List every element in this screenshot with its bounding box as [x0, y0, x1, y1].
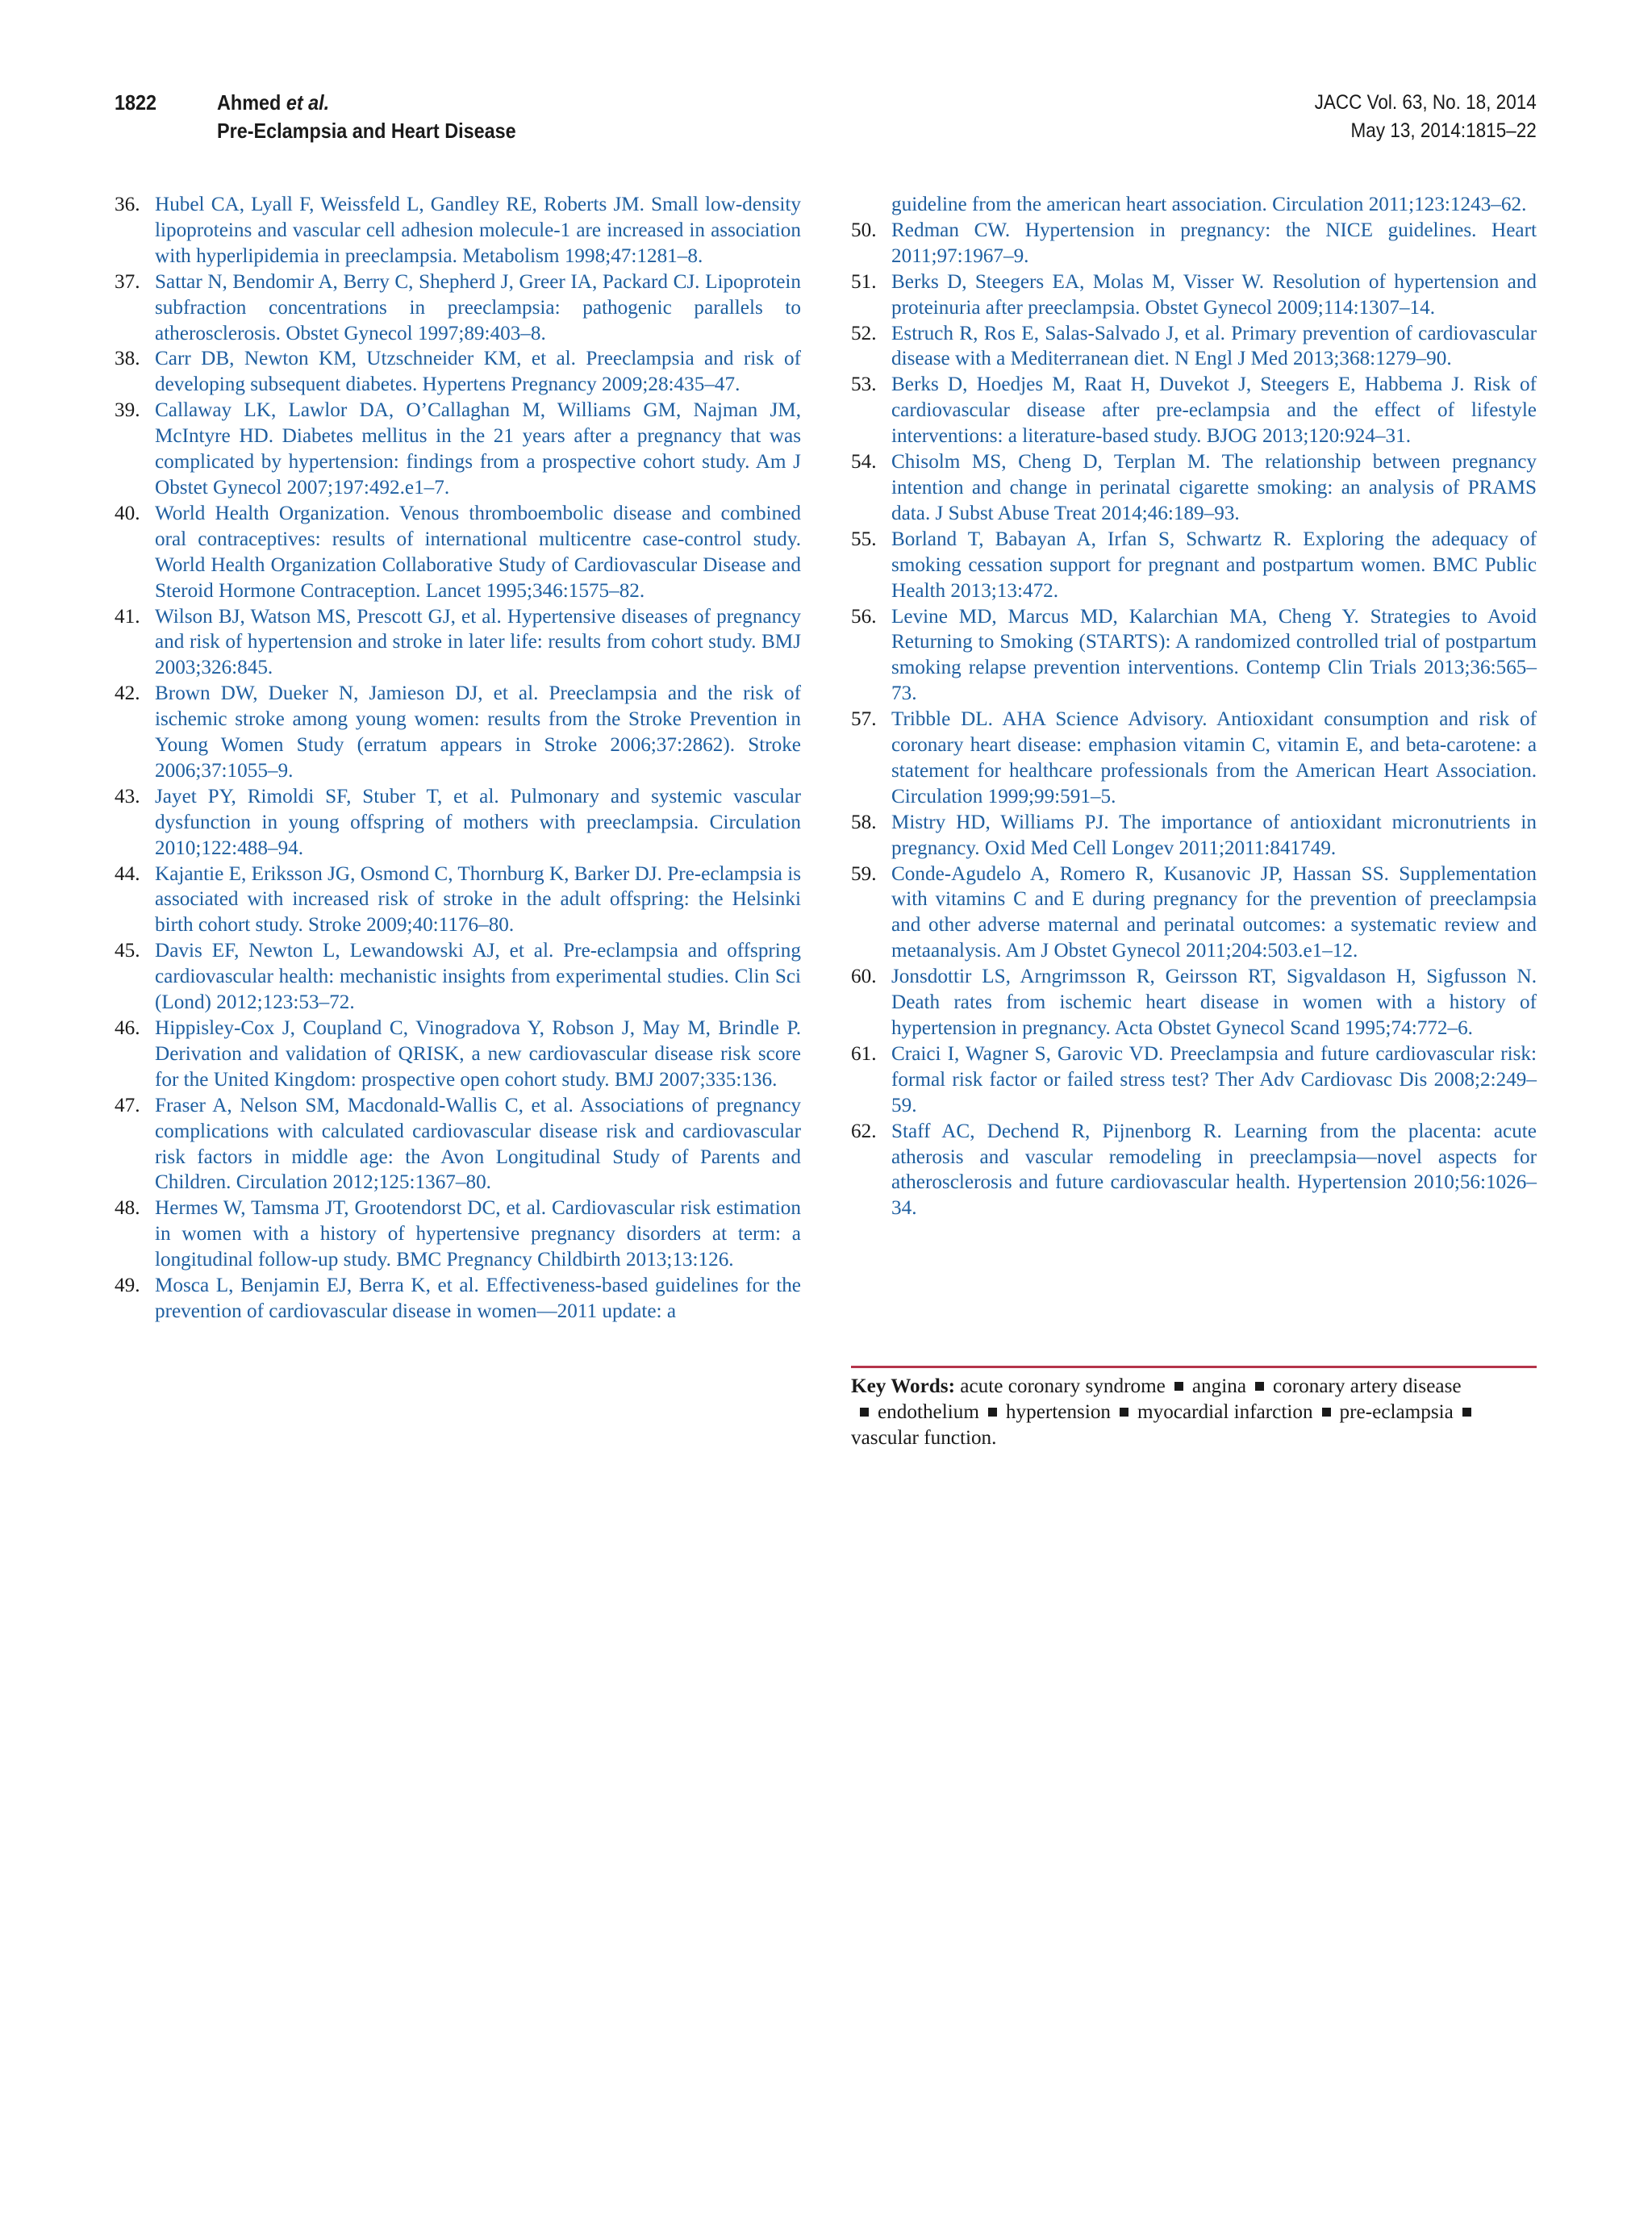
reference-item: [851, 321, 1537, 373]
reference-number: 57.: [851, 708, 877, 731]
reference-number: 50.: [851, 219, 877, 241]
reference-link[interactable]: Fraser A, Nelson SM, Macdonald-Wallis C, et al. Associations of pregnancy complications with calculated cardiovascular disease risk and cardiovascular risk factors in middle age: the Avon Longitudinal Study of Parents and Children. Circulation 2012;125:1367–80.: [155, 1094, 801, 1194]
journal-date-pages: May 13, 2014:1815–22: [1350, 119, 1537, 142]
reference-number: 37.: [115, 270, 140, 293]
reference-item: [115, 681, 801, 784]
reference-item: [115, 1273, 801, 1325]
reference-link[interactable]: Hubel CA, Lyall F, Weissfeld L, Gandley RE, Roberts JM. Small low-density lipoproteins and vascular cell adhesion molecule-1 are increased in association with hyperlipidemia in preeclampsia. Metabolism 1998;47:1281–8.: [155, 194, 801, 267]
keyword-separator-icon: [1174, 1382, 1183, 1391]
reference-item: [115, 346, 801, 398]
reference-link[interactable]: Carr DB, Newton KM, Utzschneider KM, et al. Preeclampsia and risk of developing subsequent diabetes. Hypertens Pregnancy 2009;28:435–47.: [155, 348, 801, 396]
reference-link[interactable]: Hippisley-Cox J, Coupland C, Vinogradova Y, Robson J, May M, Brindle P. Derivation and validation of QRISK, a new cardiovascular disease risk score for the United Kingdom: prospective open cohort study. BMJ 2007;335:136.: [155, 1017, 801, 1091]
reference-list-right: [851, 218, 1537, 1221]
reference-link[interactable]: Redman CW. Hypertension in pregnancy: the NICE guidelines. Heart 2011;97:1967–9.: [891, 219, 1537, 267]
reference-link[interactable]: Craici I, Wagner S, Garovic VD. Preeclampsia and future cardiovascular risk: formal risk factor or failed stress test? Ther Adv Cardiovasc Dis 2008;2:249–59.: [891, 1042, 1537, 1116]
references-left-column: [115, 192, 801, 1325]
reference-number: 62.: [851, 1120, 877, 1142]
reference-49-continuation[interactable]: guideline from the american heart association. Circulation 2011;123:1243–62.: [891, 194, 1527, 215]
reference-number: 59.: [851, 862, 877, 885]
keyword-term: angina: [1191, 1375, 1246, 1397]
reference-link[interactable]: Kajantie E, Eriksson JG, Osmond C, Thornburg K, Barker DJ. Pre-eclampsia is associated with increased risk of stroke in the adult offspring: the Helsinki birth cohort study. Stroke 2009;40:1176–80.: [155, 862, 801, 937]
reference-number: 51.: [851, 270, 877, 293]
reference-item: [115, 784, 801, 862]
keyword-term: myocardial infarction: [1137, 1400, 1313, 1423]
reference-number: 36.: [115, 194, 140, 215]
reference-list-left: [115, 192, 801, 1325]
reference-number: 52.: [851, 322, 877, 344]
keyword-separator-icon: [988, 1408, 997, 1417]
reference-item: [851, 372, 1537, 449]
references-right-column: [851, 192, 1537, 1221]
keyword-separator-icon: [1255, 1382, 1264, 1391]
reference-item: [851, 862, 1537, 965]
key-words: [851, 1374, 1480, 1451]
reference-item: [115, 862, 801, 939]
journal-info: [1315, 89, 1537, 145]
reference-link[interactable]: Brown DW, Dueker N, Jamieson DJ, et al. Preeclampsia and the risk of ischemic stroke among young women: results from the Stroke Prevention in Young Women Study (erratum appears in Stroke 2006;37:2862). Stroke 2006;37:1055–9.: [155, 682, 801, 782]
keyword-term: hypertension: [1005, 1400, 1112, 1423]
reference-item: [115, 192, 801, 269]
keyword-separator-icon: [860, 1408, 869, 1417]
running-author: [217, 89, 329, 117]
reference-number: 54.: [851, 451, 877, 474]
reference-item: [851, 269, 1537, 321]
reference-number: 44.: [115, 862, 140, 885]
reference-link[interactable]: Callaway LK, Lawlor DA, O’Callaghan M, Williams GM, Najman JM, McIntyre HD. Diabetes mellitus in the 21 years after a pregnancy that was complicated by hypertension: findings from a prospective cohort study. Am J Obstet Gynecol 2007;197:492.e1–7.: [155, 399, 801, 499]
keyword-separator-icon: [1322, 1408, 1331, 1417]
reference-item: [851, 218, 1537, 269]
reference-link[interactable]: Borland T, Babayan A, Irfan S, Schwartz R. Exploring the adequacy of smoking cessation support for pregnant and postpartum women. BMC Public Health 2013;13:472.: [891, 528, 1537, 602]
reference-item: [851, 527, 1537, 604]
running-title: Pre-Eclampsia and Heart Disease: [217, 119, 516, 143]
keyword-term: endothelium: [878, 1400, 979, 1423]
reference-link[interactable]: Mosca L, Benjamin EJ, Berra K, et al. Effectiveness-based guidelines for the prevention of cardiovascular disease in women—2011 update: a: [155, 1275, 801, 1322]
reference-link[interactable]: Staff AC, Dechend R, Pijnenborg R. Learning from the placenta: acute atherosis and vascular remodeling in preeclampsia—novel aspects for atherosclerosis and future cardiovascular health. Hypertension 2010;56:1026–34.: [891, 1120, 1537, 1220]
reference-number: 58.: [851, 811, 877, 833]
reference-link[interactable]: Berks D, Steegers EA, Molas M, Visser W. Resolution of hypertension and proteinuria after preeclampsia. Obstet Gynecol 2009;114:1307–14.: [891, 270, 1537, 319]
reference-item: [115, 501, 801, 604]
author-name: Ahmed: [217, 90, 282, 115]
reference-item: [851, 964, 1537, 1041]
reference-item: [115, 938, 801, 1016]
reference-item: [115, 1093, 801, 1196]
reference-number: 40.: [115, 502, 140, 524]
reference-item: [851, 604, 1537, 707]
reference-number: 47.: [115, 1094, 140, 1116]
reference-number: 56.: [851, 605, 877, 628]
reference-item: [115, 604, 801, 682]
page-number: 1822: [115, 90, 157, 115]
reference-link[interactable]: Berks D, Hoedjes M, Raat H, Duvekot J, Steegers E, Habbema J. Risk of cardiovascular disease after pre-eclampsia and the effect of lifestyle interventions: a literature-based study. BJOG 2013;120:924–31.: [891, 373, 1537, 448]
reference-link[interactable]: Estruch R, Ros E, Salas-Salvado J, et al. Primary prevention of cardiovascular disease with a Mediterranean diet. N Engl J Med 2013;368:1279–90.: [891, 322, 1537, 370]
running-header: [115, 89, 1537, 153]
reference-number: 42.: [115, 682, 140, 705]
reference-link[interactable]: Chisolm MS, Cheng D, Terplan M. The relationship between pregnancy intention and change in perinatal cigarette smoking: an analysis of PRAMS data. J Subst Abuse Treat 2014;46:189–93.: [891, 451, 1537, 524]
author-suffix: et al.: [286, 90, 330, 115]
reference-number: 39.: [115, 399, 140, 422]
reference-number: 53.: [851, 373, 877, 396]
reference-item: [115, 1196, 801, 1273]
reference-link[interactable]: Conde-Agudelo A, Romero R, Kusanovic JP, Hassan SS. Supplementation with vitamins C and E during pregnancy for the prevention of preeclampsia and other adverse maternal and perinatal outcomes: a systematic review and metaanalysis. Am J Obstet Gynecol 2011;204:503.e1–12.: [891, 862, 1537, 962]
reference-number: 48.: [115, 1197, 140, 1220]
keyword-term: vascular function.: [851, 1426, 997, 1449]
reference-number: 41.: [115, 605, 140, 628]
reference-item: [851, 707, 1537, 810]
reference-link[interactable]: Jonsdottir LS, Arngrimsson R, Geirsson RT, Sigvaldason H, Sigfusson N. Death rates from ischemic heart disease in women with a history of hypertension in pregnancy. Acta Obstet Gynecol Scand 1995;74:772–6.: [891, 966, 1537, 1039]
reference-link[interactable]: Sattar N, Bendomir A, Berry C, Shepherd J, Greer IA, Packard CJ. Lipoprotein subfraction concentrations in preeclampsia: pathogenic parallels to atherosclerosis. Obstet Gynecol 1997;89:403–8.: [155, 270, 801, 344]
reference-link[interactable]: World Health Organization. Venous thromboembolic disease and combined oral contraceptives: results of international multicentre case-control study. World Health Organization Collaborative Study of Cardiovascular Disease and Steroid Hormone Contraception. Lancet 1995;346:1575–82.: [155, 502, 801, 602]
reference-link[interactable]: Levine MD, Marcus MD, Kalarchian MA, Cheng Y. Strategies to Avoid Returning to Smoking (STARTS): A randomized controlled trial of postpartum smoking relapse prevention interventions. Contemp Clin Trials 2013;36:565–73.: [891, 605, 1537, 705]
reference-item: [851, 449, 1537, 527]
reference-item: [115, 398, 801, 501]
key-words-label: Key Words:: [851, 1375, 955, 1397]
keyword-separator-icon: [1120, 1408, 1128, 1417]
reference-link[interactable]: Tribble DL. AHA Science Advisory. Antioxidant consumption and risk of coronary heart disease: emphasion vitamin C, vitamin E, and beta-carotene: a statement for healthcare professionals from the American Heart Association. Circulation 1999;99:591–5.: [891, 708, 1537, 807]
reference-link[interactable]: Davis EF, Newton L, Lewandowski AJ, et al. Pre-eclampsia and offspring cardiovascular health: mechanistic insights from experimental studies. Clin Sci (Lond) 2012;123:53–72.: [155, 940, 801, 1014]
keyword-term: acute coronary syndrome: [960, 1375, 1166, 1397]
reference-number: 55.: [851, 528, 877, 550]
reference-number: 46.: [115, 1017, 140, 1039]
reference-item: [115, 1016, 801, 1093]
reference-number: 61.: [851, 1042, 877, 1065]
keyword-term: coronary artery disease: [1273, 1375, 1462, 1397]
reference-number: 60.: [851, 966, 877, 988]
reference-link[interactable]: Hermes W, Tamsma JT, Grootendorst DC, et al. Cardiovascular risk estimation in women with a history of hypertensive pregnancy disorders at term: a longitudinal follow-up study. BMC Pregnancy Childbirth 2013;13:126.: [155, 1197, 801, 1271]
reference-number: 38.: [115, 348, 140, 370]
reference-number: 49.: [115, 1275, 140, 1297]
reference-link[interactable]: Mistry HD, Williams PJ. The importance of antioxidant micronutrients in pregnancy. Oxid Med Cell Longev 2011;2011:841749.: [891, 811, 1537, 859]
reference-number: 43.: [115, 785, 140, 807]
reference-link[interactable]: Wilson BJ, Watson MS, Prescott GJ, et al. Hypertensive diseases of pregnancy and risk of hypertension and stroke in later life: results from cohort study. BMJ 2003;326:845.: [155, 605, 801, 679]
journal-volume: JACC Vol. 63, No. 18, 2014: [1314, 91, 1537, 114]
reference-item: [851, 1041, 1537, 1119]
reference-link[interactable]: Jayet PY, Rimoldi SF, Stuber T, et al. Pulmonary and systemic vascular dysfunction in young offspring of mothers with preeclampsia. Circulation 2010;122:488–94.: [155, 785, 801, 859]
keyword-separator-icon: [1462, 1408, 1471, 1417]
reference-item: [115, 269, 801, 347]
reference-item: [851, 810, 1537, 862]
keyword-term: pre-eclampsia: [1339, 1400, 1454, 1423]
reference-item: [851, 1119, 1537, 1222]
reference-number: 45.: [115, 940, 140, 962]
keywords-divider: [851, 1366, 1537, 1368]
